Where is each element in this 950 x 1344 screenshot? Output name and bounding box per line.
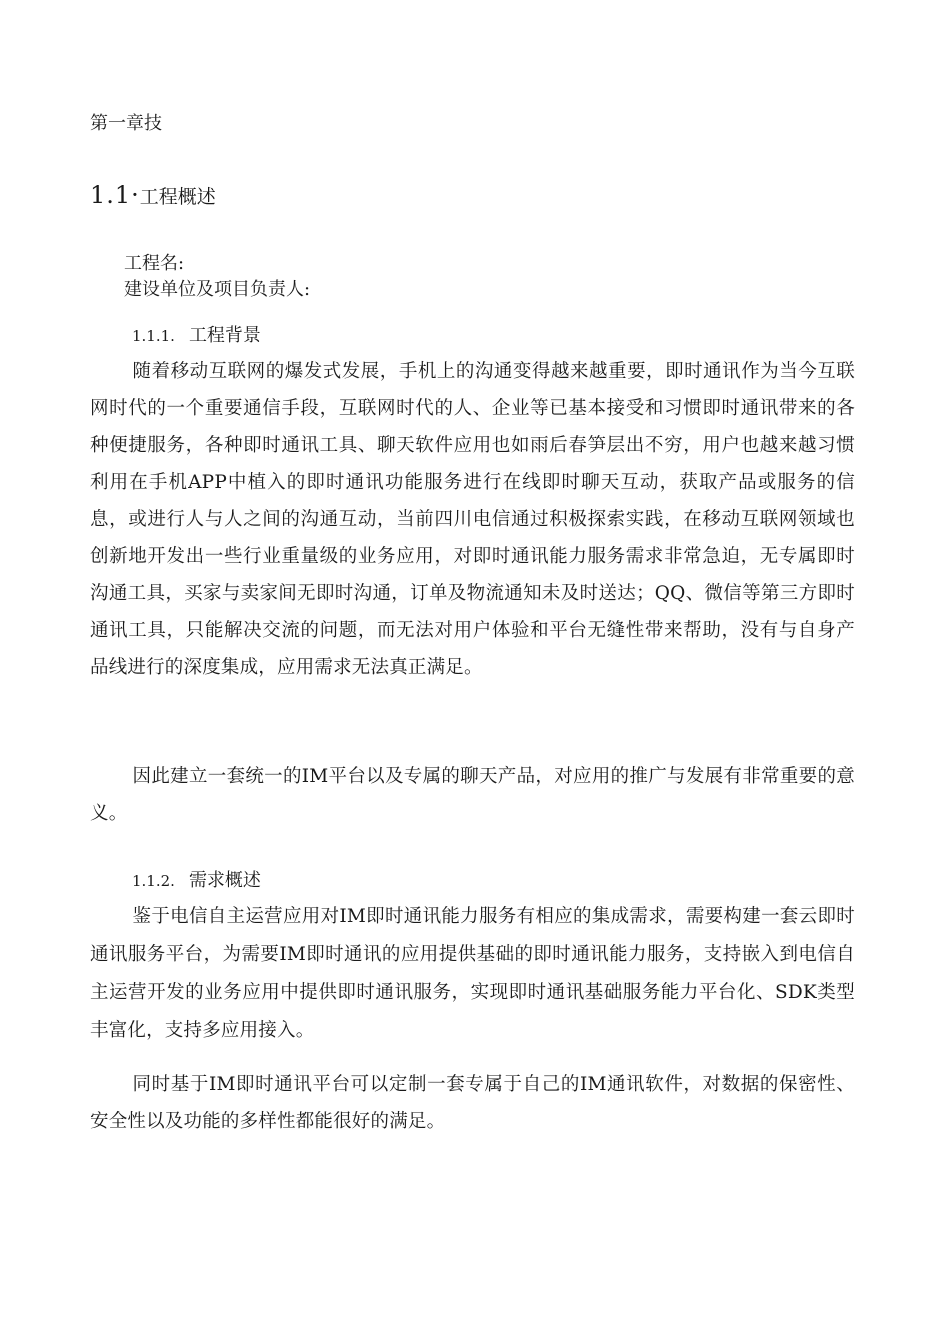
subsection-number: 1.1.1. <box>132 327 175 345</box>
subsection-heading-background <box>132 323 261 349</box>
section-number: 1.1· <box>90 181 140 209</box>
custom-software-paragraph: 同时基于IM即时通讯平台可以定制一套专属于自己的IM通讯软件，对数据的保密性、安全性以及功能的多样性都能很好的满足。 <box>90 1074 855 1132</box>
section-heading <box>90 180 216 212</box>
subsection-title: 需求概述 <box>188 870 261 891</box>
subsection-number: 1.1.2. <box>132 872 175 890</box>
chapter-title: 第一章技 <box>90 113 162 134</box>
project-name-label: 工程名: <box>124 253 185 274</box>
significance-paragraph: 因此建立一套统一的IM平台以及专属的聊天产品，对应用的推广与发展有非常重要的意义。 <box>90 766 855 824</box>
subsection-heading-requirements <box>132 868 261 894</box>
section-title: 工程概述 <box>139 186 216 208</box>
subsection-title: 工程背景 <box>188 325 261 346</box>
background-paragraph: 随着移动互联网的爆发式发展，手机上的沟通变得越来越重要，即时通讯作为当今互联网时代的一个重要通信手段，互联网时代的人、企业等已基本接受和习惯即时通讯带来的各种便捷服务，各种即时通讯工具、聊天软件应用也如雨后春笋层出不穷，用户也越来越习惯利用在手机APP中植入的即时通讯功能服务进行在线即时聊天互动，获取产品或服务的信息，或进行人与人之间的沟通互动，当前四川电信通过积极探索实践，在移动互联网领域也创新地开发出一些行业重量级的业务应用，对即时通讯能力服务需求非常急迫，无专属即时沟通工具，买家与卖家间无即时沟通，订单及物流通知未及时送达；QQ、微信等第三方即时通讯工具，只能解决交流的问题，而无法对用户体验和平台无缝性带来帮助，没有与自身产品线进行的深度集成，应用需求无法真正满足。 <box>90 361 855 678</box>
construction-unit-label: 建设单位及项目负责人: <box>124 279 311 300</box>
requirements-paragraph: 鉴于电信自主运营应用对IM即时通讯能力服务有相应的集成需求，需要构建一套云即时通讯服务平台，为需要IM即时通讯的应用提供基础的即时通讯能力服务，支持嵌入到电信自主运营开发的业务应用中提供即时通讯服务，实现即时通讯基础服务能力平台化、SDK类型丰富化，支持多应用接入。 <box>90 906 855 1041</box>
